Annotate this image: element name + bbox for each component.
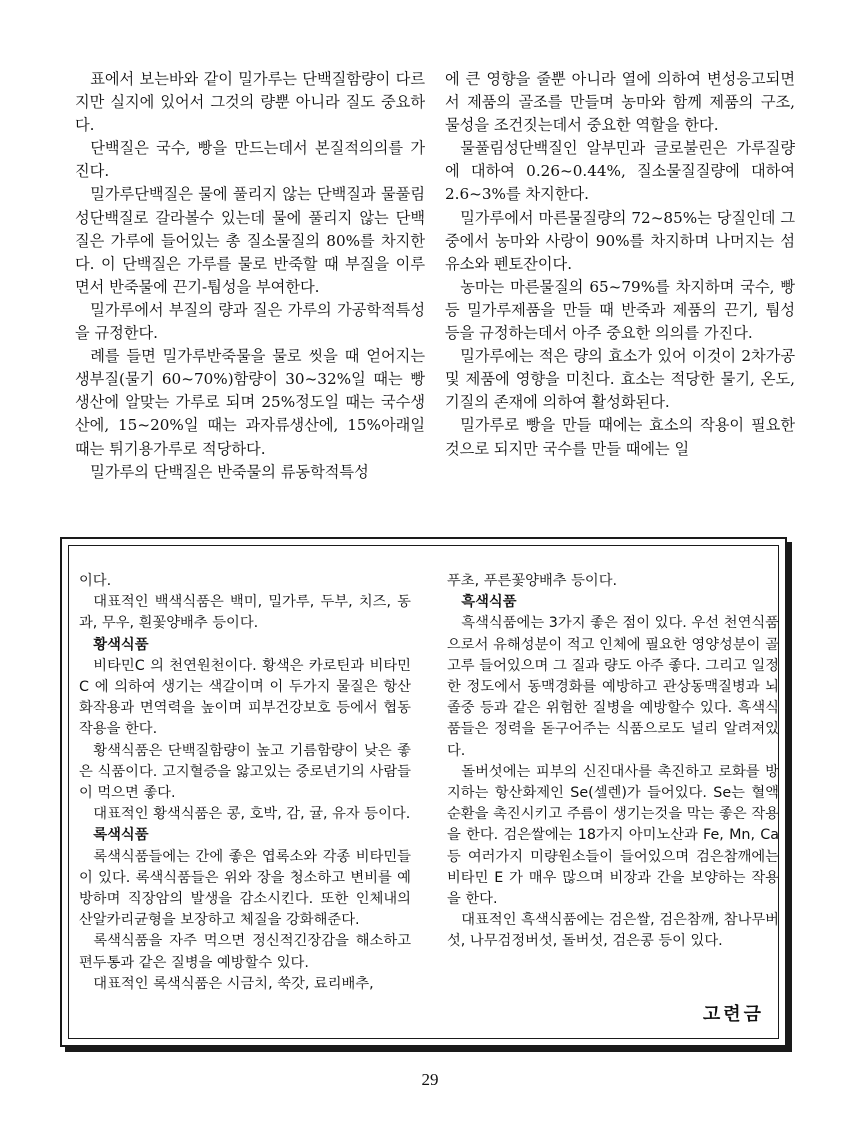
paragraph: 록색식품을 자주 먹으면 정신적긴장감을 해소하고 편두통과 같은 질병을 예방할수 있다. (79, 933, 411, 971)
paragraph: 물풀림성단백질인 알부민과 글로불린은 가루질량에 대하여 0.26~0.44%, 질소물질질량에 대하여 2.6~3%를 차지한다. (445, 139, 795, 204)
paragraph: 농마는 마른물질의 65~79%를 차지하며 국수, 빵 등 밀가루제품을 만들 때 반죽과 제품의 끈기, 퉘성 등을 규정하는데서 아주 중요한 의의를 가진다. (445, 277, 795, 343)
paragraph: 밀가루에서 부질의 량과 질은 가루의 가공학적특성을 규정한다. (75, 300, 425, 343)
paragraph: 에 큰 영향을 줄뿐 아니라 열에 의하여 변성응고되면서 제품의 골조를 만들며 농마와 함께 제품의 구조, 물성을 조건짓는데서 중요한 역할을 한다. (445, 70, 795, 135)
section-heading-green: 록색식품 (93, 827, 149, 844)
section-heading-black: 흑색식품 (461, 594, 517, 611)
top-right-column (445, 68, 795, 461)
paragraph: 비타민C 의 천연원천이다. 황색은 카로틴과 비타민C 에 의하여 생기는 색갈이며 이 두가지 물질은 항산화작용과 면역력을 높이며 피부건강보호 등에서 협동작용을 한다. (79, 657, 411, 738)
author-name: 고련금 (702, 1004, 764, 1025)
paragraph: 밀가루에서 마른물질량의 72~85%는 당질인데 그중에서 농마와 사랑이 90%를 차지하며 나머지는 섬유소와 펜토잔이다. (445, 208, 795, 273)
page-number: 29 (421, 1070, 439, 1089)
box-left-column (79, 571, 411, 995)
paragraph: 표에서 보는바와 같이 밀가루는 단백질함량이 다르지만 실지에 있어서 그것의 량뿐 아니라 질도 중요하다. (75, 70, 425, 135)
section-heading-yellow: 황색식품 (93, 636, 149, 653)
paragraph: 대표적인 백색식품은 백미, 밀가루, 두부, 치즈, 동과, 무우, 흰꽃양배추 등이다. (79, 594, 411, 632)
paragraph: 대표적인 황색식품은 콩, 호박, 감, 귤, 유자 등이다. (93, 806, 411, 823)
paragraph: 돌버섯에는 피부의 신진대사를 촉진하고 로화를 방지하는 항산화제인 Se(셀렌)가 들어있다. Se는 혈액순환을 촉진시키고 주름이 생기는것을 막는 좋은 작용을 한다. 검은쌀에는 18가지 아미노산과 Fe, Mn, Ca 등 여러가지 미량원소들이 들어있으며 검은참깨에는 비타민 E 가 매우 많으며 비장과 간을 보양하는 작용을 한다. (447, 763, 779, 908)
paragraph: 밀가루에는 적은 량의 효소가 있어 이것이 2차가공 및 제품에 영향을 미친다. 효소는 적당한 물기, 온도, 기질의 존재에 의하여 활성화된다. (445, 347, 795, 412)
paragraph: 흑색식품에는 3가지 좋은 점이 있다. 우선 천연식품으로서 유해성분이 적고 인체에 필요한 영양성분이 골고루 들어있으며 그 질과 량도 아주 좋다. 그리고 일정한 정도에서 동맥경화를 예방하고 관상동맥질병과 뇌졸중 등과 같은 위험한 질병을 예방할수 있다. 흑색식품들은 정력을 돋구어주는 식품으로도 널리 알려져있다. (447, 615, 779, 759)
paragraph: 밀가루단백질은 물에 풀리지 않는 단백질과 물풀림성단백질로 갈라볼수 있는데 물에 풀리지 않는 단백질은 가루에 들어있는 총 질소물질의 80%를 차지한다. 이 단백질은 가루를 물로 반죽할 때 부질을 이루면서 반죽물에 끈기-퉘성을 부여한다. (75, 185, 425, 296)
paragraph: 밀가루의 단백질은 반죽물의 류동학적특성 (90, 462, 369, 481)
paragraph: 례를 들면 밀가루반죽물을 물로 씻을 때 얻어지는 생부질(물기 60~70%)함량이 30~32%일 때는 빵생산에 알맞는 가루로 되며 25%정도일 때는 국수생산에, 15~20%일 때는 과자류생산에, 15%아래일 때는 튀기용가루로 적당하다. (75, 347, 425, 458)
paragraph: 이다. (79, 573, 112, 589)
box-right-column (447, 571, 779, 953)
top-left-column (75, 68, 425, 484)
paragraph: 단백질은 국수, 빵을 만드는데서 본질적의의를 가진다. (75, 139, 425, 181)
paragraph: 밀가루로 빵을 만들 때에는 효소의 작용이 필요한것으로 되지만 국수를 만들 때에는 일 (445, 416, 795, 458)
paragraph: 록색식품들에는 간에 좋은 엽록소와 각종 비타민들이 있다. 록색식품들은 위와 장을 청소하고 변비를 예방하며 직장암의 발생을 감소시킨다. 또한 인체내의 산알카리균형을 보장하고 체질을 강화해준다. (79, 848, 411, 929)
box-inner-border (68, 545, 779, 1039)
paragraph: 황색식품은 단백질함량이 높고 기름함량이 낮은 좋은 식품이다. 고지혈증을 앓고있는 중로년기의 사람들이 먹으면 좋다. (79, 742, 411, 802)
paragraph: 푸초, 푸른꽃양배추 등이다. (447, 573, 618, 589)
color-food-article-box (60, 537, 787, 1047)
paragraph: 대표적인 흑색식품에는 검은쌀, 검은참깨, 참나무버섯, 나무검정버섯, 돌버섯, 검은콩 등이 있다. (447, 912, 779, 950)
paragraph: 대표적인 록색식품은 시금치, 쑥갓, 료리배추, (93, 975, 374, 992)
